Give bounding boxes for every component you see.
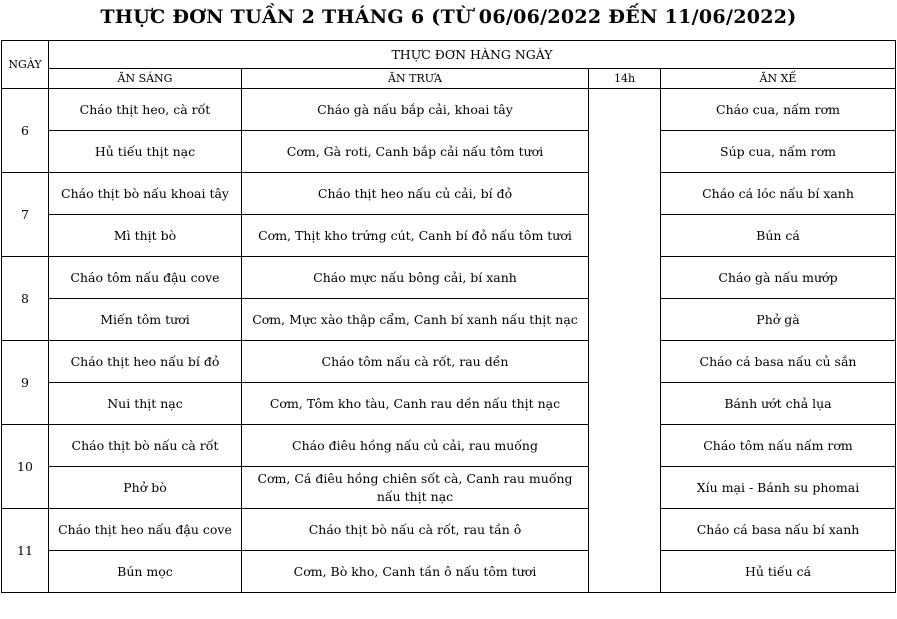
snack-cell: Hủ tiếu cá — [661, 551, 896, 593]
table-row — [2, 425, 896, 467]
menu-table — [1, 40, 896, 593]
table-row — [2, 383, 896, 425]
snack-cell: Cháo cá lóc nấu bí xanh — [661, 173, 896, 215]
lunch-cell: Cơm, Cá điêu hồng chiên sốt cà, Canh rau muống nấu thịt nạc — [242, 467, 589, 509]
snack-cell: Cháo cua, nấm rơm — [661, 89, 896, 131]
lunch-cell: Cơm, Bò kho, Canh tần ô nấu tôm tươi — [242, 551, 589, 593]
breakfast-cell: Cháo thịt heo, cà rốt — [49, 89, 242, 131]
lunch-cell: Cơm, Thịt kho trứng cút, Canh bí đỏ nấu tôm tươi — [242, 215, 589, 257]
snack-cell: Phở gà — [661, 299, 896, 341]
breakfast-cell: Bún mọc — [49, 551, 242, 593]
breakfast-cell: Cháo thịt bò nấu cà rốt — [49, 425, 242, 467]
table-row — [2, 467, 896, 509]
day-cell: 10 — [2, 425, 49, 509]
header-breakfast: ĂN SÁNG — [49, 69, 242, 89]
snack-cell: Cháo gà nấu mướp — [661, 257, 896, 299]
lunch-cell: Cháo điêu hồng nấu củ cải, rau muống — [242, 425, 589, 467]
day-cell: 9 — [2, 341, 49, 425]
header-lunch: ĂN TRƯA — [242, 69, 589, 89]
page-title: THỰC ĐƠN TUẦN 2 THÁNG 6 (TỪ 06/06/2022 ĐẾN 11/06/2022) — [100, 6, 797, 28]
day-cell: 11 — [2, 509, 49, 593]
snack-cell: Xíu mại - Bánh su phomai — [661, 467, 896, 509]
header-day: NGÀY — [2, 41, 49, 89]
table-row — [2, 173, 896, 215]
breakfast-cell: Cháo thịt heo nấu đậu cove — [49, 509, 242, 551]
lunch-cell: Cháo mực nấu bông cải, bí xanh — [242, 257, 589, 299]
day-cell: 8 — [2, 257, 49, 341]
header-snack: ĂN XẾ — [661, 69, 896, 89]
table-row — [2, 257, 896, 299]
breakfast-cell: Mì thịt bò — [49, 215, 242, 257]
table-row — [2, 551, 896, 593]
breakfast-cell: Cháo tôm nấu đậu cove — [49, 257, 242, 299]
breakfast-cell: Phở bò — [49, 467, 242, 509]
breakfast-cell: Nui thịt nạc — [49, 383, 242, 425]
lunch-cell: Cháo tôm nấu cà rốt, rau dền — [242, 341, 589, 383]
breakfast-cell: Cháo thịt heo nấu bí đỏ — [49, 341, 242, 383]
lunch-cell: Cháo thịt heo nấu củ cải, bí đỏ — [242, 173, 589, 215]
table-row — [2, 509, 896, 551]
snack-cell: Súp cua, nấm rơm — [661, 131, 896, 173]
lunch-cell: Cơm, Mực xào thập cẩm, Canh bí xanh nấu thịt nạc — [242, 299, 589, 341]
table-row — [2, 341, 896, 383]
snack-cell: Bánh ướt chả lụa — [661, 383, 896, 425]
snack-cell: Cháo cá basa nấu bí xanh — [661, 509, 896, 551]
header-daily-menu: THỰC ĐƠN HÀNG NGÀY — [49, 41, 896, 69]
header-14h: 14h — [589, 69, 661, 89]
table-row — [2, 89, 896, 131]
snack-cell: Cháo cá basa nấu củ sắn — [661, 341, 896, 383]
lunch-cell: Cơm, Tôm kho tàu, Canh rau dền nấu thịt nạc — [242, 383, 589, 425]
snack-cell: Bún cá — [661, 215, 896, 257]
breakfast-cell: Hủ tiếu thịt nạc — [49, 131, 242, 173]
breakfast-cell: Miến tôm tươi — [49, 299, 242, 341]
snack-cell: Cháo tôm nấu nấm rơm — [661, 425, 896, 467]
table-row — [2, 215, 896, 257]
lunch-cell: Cháo thịt bò nấu cà rốt, rau tần ô — [242, 509, 589, 551]
breakfast-cell: Cháo thịt bò nấu khoai tây — [49, 173, 242, 215]
day-cell: 7 — [2, 173, 49, 257]
day-cell: 6 — [2, 89, 49, 173]
table-row — [2, 299, 896, 341]
table-row — [2, 131, 896, 173]
cell-14h — [589, 89, 661, 593]
lunch-cell: Cháo gà nấu bắp cải, khoai tây — [242, 89, 589, 131]
lunch-cell: Cơm, Gà roti, Canh bắp cải nấu tôm tươi — [242, 131, 589, 173]
